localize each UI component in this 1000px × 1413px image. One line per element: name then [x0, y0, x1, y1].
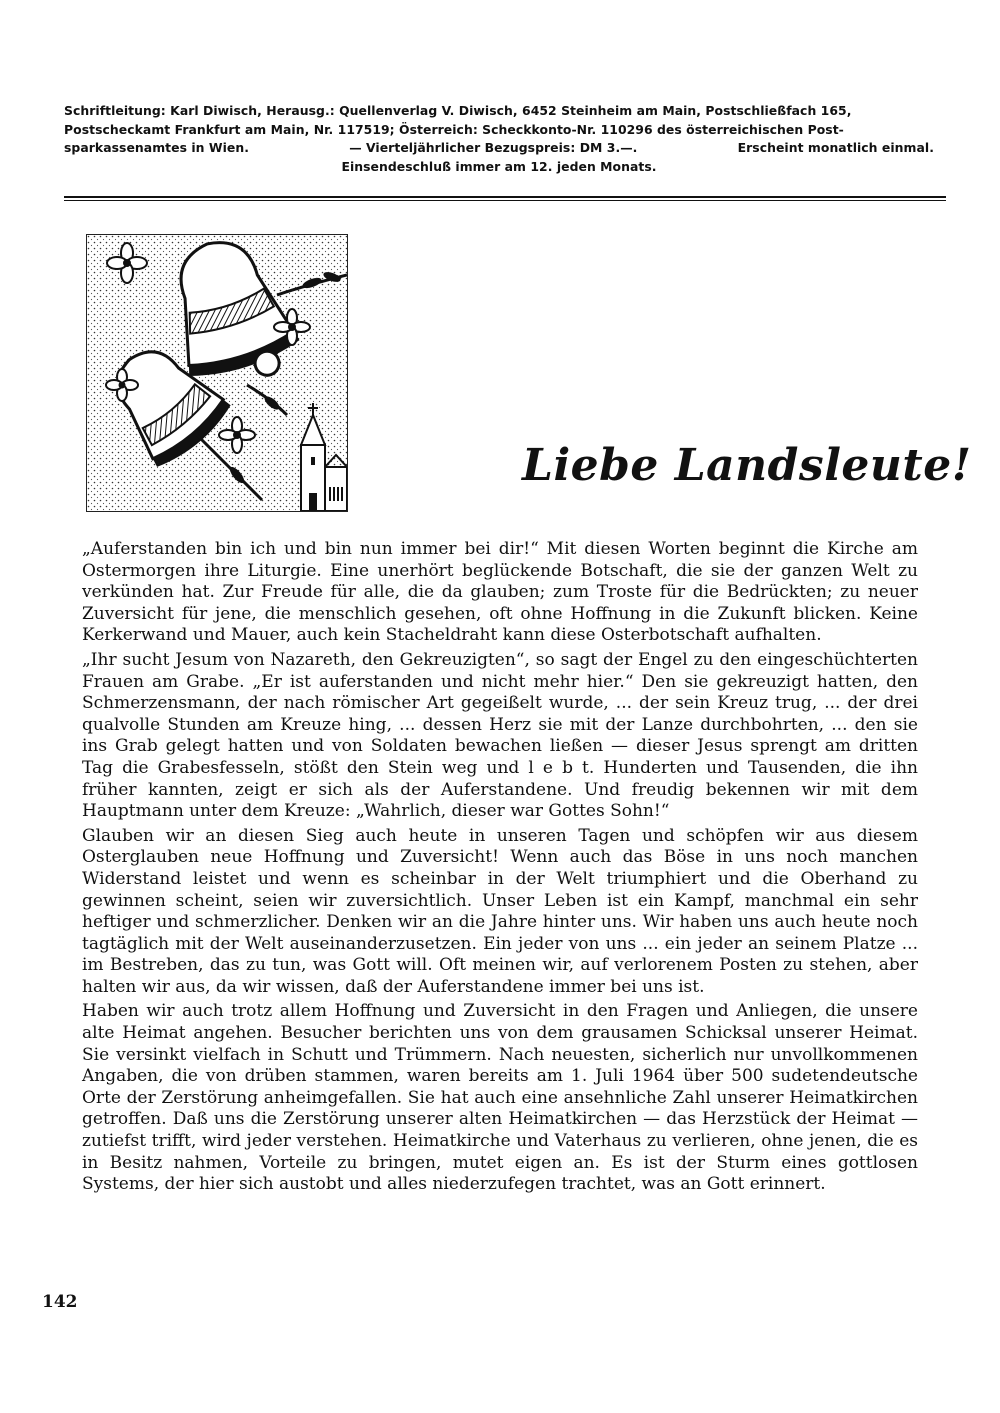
page-number: 142 — [42, 1292, 78, 1312]
masthead-deadline: Einsendeschluß immer am 12. jeden Monats. — [341, 158, 657, 174]
article-paragraph: „Auferstanden bin ich und bin nun immer bei dir!“ Mit diesen Worten beginnt die Kirche am Ostermorgen ihre Liturgie. Eine unerhört beglückende Botschaft, die sie der ganzen Welt zu verkünden hat. Zur Freude für alle, die da glauben; zum Troste für die Bedrückten; zu neuer Zuversicht für jene, die menschlich gesehen, oft ohne Hoffnung in die Zukunft blicken. Keine Kerkerwand und Mauer, auch kein Stacheldraht kann diese Osterbotschaft aufhalten. — [82, 539, 918, 646]
article-paragraph: „Ihr sucht Jesum von Nazareth, den Gekreuzigten“, so sagt der Engel zu den eingeschüchterten Frauen am Grabe. „Er ist auferstanden und nicht mehr hier.“ Den sie gekreuzigt hatten, den Schmerzensmann, der nach römischer Art gegeißelt wurde, ... der sein Kreuz trug, ... der drei qualvolle Stunden am Kreuze hing, ... dessen Herz sie mit der Lanze durchbohrten, ... den sie ins Grab gelegt hatten und von Soldaten bewachen ließen — dieser Jesus sprengt am dritten Tag die Grabesfesseln, stößt den Stein weg und l e b t. Hunderten und Tausenden, die ihn früher kannten, zeigt er sich als der Auferstandene. Und freudig bekennen wir mit dem Hauptmann unter dem Kreuze: „Wahrlich, dieser war Gottes Sohn!“ — [82, 649, 918, 822]
article-body — [82, 539, 918, 1199]
masthead-line-3 — [64, 139, 934, 158]
masthead-frequency: Erscheint monatlich einmal. — [737, 140, 934, 155]
masthead-address: sparkassenamtes in Wien. — [64, 140, 250, 155]
masthead-line-1: Schriftleitung: Karl Diwisch, Herausg.: Quellenverlag V. Diwisch, 6452 Steinheim am Main, Postschließfach 165, — [64, 103, 852, 118]
article-paragraph: Haben wir auch trotz allem Hoffnung und Zuversicht in den Fragen und Anliegen, die unsere alte Heimat angehen. Besucher berichten uns von dem grausamen Schicksal unserer Heimat. Sie versinkt vielfach in Schutt und Trümmern. Nach neuesten, sicherlich nur unvollkommenen Angaben, die von drüben stammen, waren bereits am 1. Juli 1964 über 500 sudetendeutsche Orte der Zerstörung anheimgefallen. Sie hat auch eine ansehnliche Zahl unserer Heimatkirchen getroffen. Daß uns die Zerstörung unserer alten Heimatkirchen — das Herzstück der Heimat — zutiefst trifft, wird jeder verstehen. Heimatkirche und Vaterhaus zu verlieren, ohne jenen, die es in Besitz nahmen, Vorteile zu bringen, mutet eigen an. Es ist der Sturm eines gottlosen Systems, der hier sich austobt und alles niederzufegen trachtet, was an Gott erinnert. — [82, 1001, 918, 1195]
greeting-heading: Liebe Landsleute! — [522, 440, 972, 491]
masthead-subscription-price: — Vierteljährlicher Bezugspreis: DM 3.—. — [349, 140, 638, 155]
bells-flowers-church-icon — [87, 235, 348, 512]
easter-bells-illustration — [86, 234, 348, 512]
article-paragraph: Glauben wir an diesen Sieg auch heute in unseren Tagen und schöpfen wir aus diesem Osterglauben neue Hoffnung und Zuversicht! Wenn auch das Böse in uns noch manchen Widerstand leistet und wenn es scheinbar in der Welt triumphiert und die Oberhand zu gewinnen scheint, seien wir zuversichtlich. Unser Leben ist ein Kampf, manchmal ein sehr heftiger und schmerzlicher. Denken wir an die Jahre hinter uns. Wir haben uns auch heute noch tagtäglich mit der Welt auseinanderzusetzen. Ein jeder von uns ... ein jeder an seinem Platze ... im Bestreben, das zu tun, was Gott will. Oft meinen wir, auf verlorenem Posten zu stehen, aber halten wir aus, da wir wissen, daß der Auferstandene immer bei uns ist. — [82, 825, 918, 997]
masthead — [64, 102, 934, 176]
masthead-line-2: Postscheckamt Frankfurt am Main, Nr. 117519; Österreich: Scheckkonto-Nr. 110296 des österreichischen Post- — [64, 121, 844, 137]
header-divider — [64, 196, 946, 201]
